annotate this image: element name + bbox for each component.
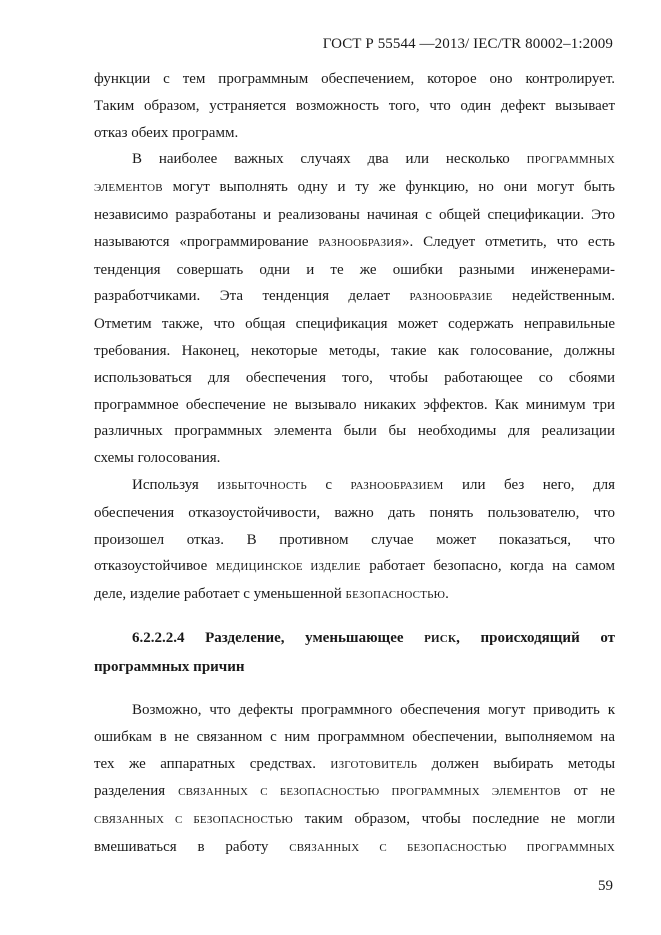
paragraph-1 (94, 66, 615, 146)
text-line: разработчиками. Эта тенденция делает РАЗНООБРАЗИЕ недейственным. (94, 288, 616, 305)
text-line: В наиболее важных случаях два или несколько ПРОГРАММНЫХ (132, 151, 615, 168)
text-line: отказ обеих программ. (94, 124, 239, 141)
text-line: Возможно, что дефекты программного обеспечения могут приводить к (132, 701, 615, 718)
text-line: схемы голосования. (94, 450, 221, 467)
page-number: 59 (598, 878, 613, 894)
text-line: тенденция совершать одни и те же ошибки разными инженерами- (94, 261, 615, 278)
text-line: функции с тем программным обеспечением, которое оно контролирует. (94, 71, 615, 87)
text-line: требования. Наконец, некоторые методы, такие как голосование, должны (94, 342, 615, 359)
text-line: Используя ИЗБЫТОЧНОСТЬ с РАЗНООБРАЗИЕМ или без него, для (132, 476, 615, 493)
text-line: использоваться для обеспечения того, чтобы работающее со сбоями (94, 369, 615, 386)
text-line: деле, изделие работает с уменьшенной БЕЗОПАСНОСТЬЮ. (94, 586, 449, 603)
text-line: различных программных элемента были бы необходимы для реализации (94, 423, 615, 440)
heading-line: программных причин (94, 658, 245, 675)
text-line: произошел отказ. В противном случае может показаться, что (94, 531, 615, 548)
text-line: Отметим также, что общая спецификация может содержать неправильные (94, 316, 615, 333)
page-body (94, 66, 615, 862)
text-line: вмешиваться в работу СВЯЗАННЫХ С БЕЗОПАСНОСТЬЮ ПРОГРАММНЫХ (94, 838, 616, 855)
text-line: обеспечения отказоустойчивости, важно дать понять пользователю, что (94, 504, 615, 521)
text-line: называются «программирование РАЗНООБРАЗИЯ». Следует отметить, что есть (94, 233, 615, 250)
standard-designation: ГОСТ Р 55544 —2013/ IEC/TR 80002–1:2009 (322, 36, 613, 52)
text-line: программное обеспечение не вызывало никаких эффектов. Как минимум три (94, 396, 615, 413)
text-line: СВЯЗАННЫХ С БЕЗОПАСНОСТЬЮ таким образом, чтобы последние не могли (94, 811, 616, 828)
heading-line: 6.2.2.2.4 Разделение, уменьшающее РИСК, происходящий от (132, 629, 615, 646)
section-heading (94, 624, 615, 681)
text-line: Таким образом, устраняется возможность того, что один дефект вызывает (94, 97, 615, 114)
paragraph-3 (94, 472, 615, 609)
text-line: отказоустойчивое МЕДИЦИНСКОЕ ИЗДЕЛИЕ работает безопасно, когда на самом (94, 558, 615, 575)
paragraph-2 (94, 146, 615, 472)
document-header (323, 36, 613, 53)
text-line: ошибкам в не связанном с ним программном обеспечении, выполняемом на (94, 728, 615, 745)
text-line: ЭЛЕМЕНТОВ могут выполнять одну и ту же функцию, но они могут быть (94, 179, 616, 196)
text-line: разделения СВЯЗАННЫХ С БЕЗОПАСНОСТЬЮ ПРОГРАММНЫХ ЭЛЕМЕНТОВ от не (94, 783, 616, 800)
text-line: независимо разработаны и реализованы начиная с общей спецификации. Это (94, 206, 615, 223)
text-line: тех же аппаратных средствах. ИЗГОТОВИТЕЛЬ должен выбирать методы (94, 755, 616, 772)
section-number: 6.2.2.2.4 (132, 629, 185, 646)
paragraph-4 (94, 697, 615, 862)
